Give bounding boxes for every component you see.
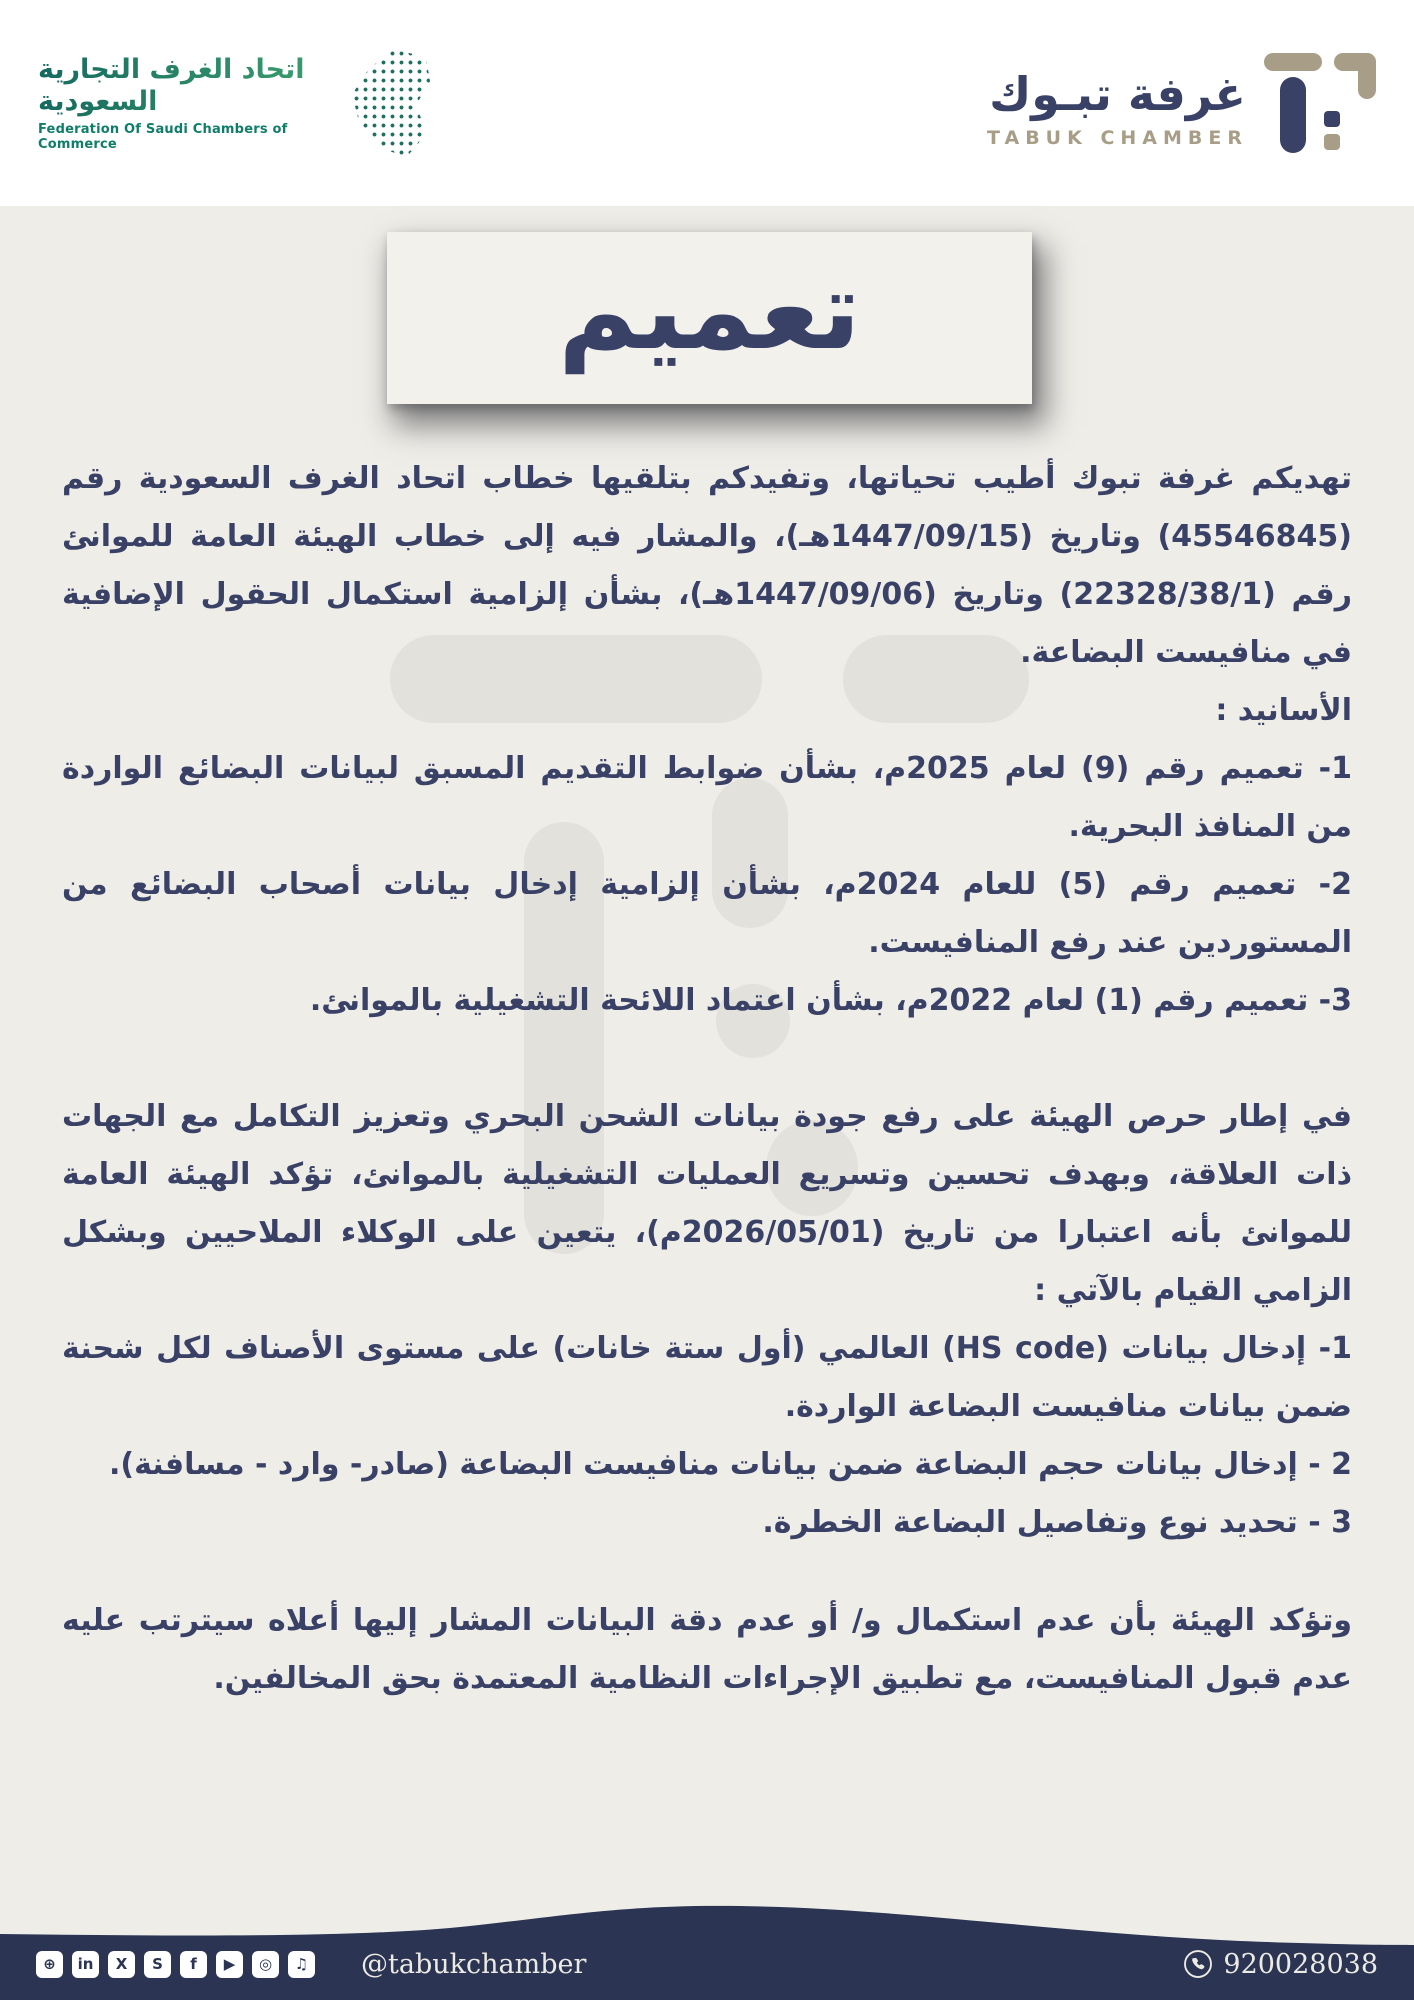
source-item-3: 3- تعميم رقم (1) لعام 2022م، بشأن اعتماد اللائحة التشغيلية بالموانئ. <box>309 983 1352 1018</box>
tiktok-icon[interactable]: ♫ <box>288 1951 315 1978</box>
requirement-item-2: 2 - إدخال بيانات حجم البضاعة ضمن بيانات منافيست البضاعة (صادر- وارد - مسافنة). <box>108 1447 1352 1482</box>
context-paragraph: في إطار حرص الهيئة على رفع جودة بيانات الشحن البحري وتعزيز التكامل مع الجهات ذات العلاقة، وبهدف تحسين وتسريع العمليات التشغيلية بالموانئ، تؤكد الهيئة العامة للموانئ بأنه اعتبارا من تاريخ (2026/05/01م)، يتعين على الوكلاء الملاحيين وبشكل الزامي القيام بالآتي : <box>62 1099 1352 1308</box>
circular-title-box <box>387 232 1032 404</box>
tabuk-chamber-logo <box>987 53 1376 153</box>
x-icon[interactable]: X <box>108 1951 135 1978</box>
social-handle: @tabukchamber <box>361 1948 587 1980</box>
footer <box>0 1900 1414 2000</box>
circular-title: تعميم <box>558 249 861 374</box>
instagram-icon[interactable]: ◎ <box>252 1951 279 1978</box>
requirement-item-1: 1- إدخال بيانات (HS code) العالمي (أول ستة خانات) على مستوى الأصناف لكل شحنة ضمن بيانات منافيست البضاعة الواردة. <box>62 1331 1352 1424</box>
fsc-dotted-map-icon <box>352 49 430 157</box>
youtube-icon[interactable]: ▶ <box>216 1951 243 1978</box>
closing-paragraph: وتؤكد الهيئة بأن عدم استكمال و/ أو عدم دقة البيانات المشار إليها أعلاه سيترتب عليه عدم قبول المنافيست، مع تطبيق الإجراءات النظامية المعتمدة بحق المخالفين. <box>62 1603 1352 1696</box>
snapchat-icon[interactable]: S <box>144 1951 171 1978</box>
sources-heading: الأسانيد : <box>1215 693 1352 728</box>
circular-body <box>0 450 1414 1708</box>
tabuk-logo-mark-icon <box>1264 53 1376 153</box>
fsc-logo <box>38 49 430 157</box>
facebook-icon[interactable]: f <box>180 1951 207 1978</box>
requirement-item-3: 3 - تحديد نوع وتفاصيل البضاعة الخطرة. <box>762 1505 1352 1540</box>
phone-icon <box>1183 1949 1213 1979</box>
linkedin-icon[interactable]: in <box>72 1951 99 1978</box>
tabuk-logo-text <box>987 67 1248 149</box>
social-icons <box>36 1951 315 1978</box>
header <box>0 0 1414 206</box>
intro-paragraph: تهديكم غرفة تبوك أطيب تحياتها، وتفيدكم بتلقيها خطاب اتحاد الغرف السعودية رقم (45546845) وتاريخ (1447/09/15هـ)، والمشار فيه إلى خطاب الهيئة العامة للموانئ رقم (22328/38/1) وتاريخ (1447/09/06هـ)، بشأن إلزامية استكمال الحقول الإضافية في منافيست البضاعة. <box>62 461 1352 670</box>
fsc-logo-arabic: اتحاد الغرف التجارية السعودية <box>38 54 338 119</box>
source-item-1: 1- تعميم رقم (9) لعام 2025م، بشأن ضوابط التقديم المسبق لبيانات البضائع الواردة من المنافذ البحرية. <box>62 751 1352 844</box>
website-icon[interactable]: ⊕ <box>36 1951 63 1978</box>
fsc-logo-english: Federation Of Saudi Chambers of Commerce <box>38 122 288 153</box>
tabuk-logo-english: TABUK CHAMBER <box>987 127 1248 149</box>
fsc-logo-text <box>38 54 338 153</box>
phone-block <box>1183 1949 1378 1980</box>
phone-number: 920028038 <box>1223 1948 1378 1980</box>
tabuk-logo-arabic: غرفة تبـوك <box>989 67 1246 121</box>
footer-row <box>0 1928 1414 2000</box>
source-item-2: 2- تعميم رقم (5) للعام 2024م، بشأن إلزامية إدخال بيانات أصحاب البضائع من المستوردين عند رفع المنافيست. <box>62 867 1353 960</box>
